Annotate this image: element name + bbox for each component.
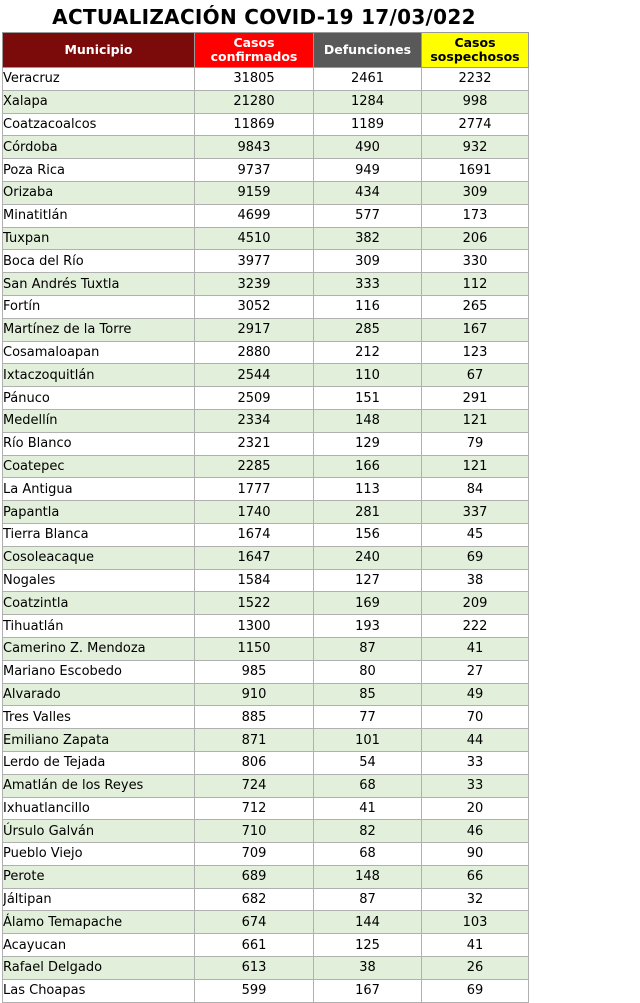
confirmed-cases-cell: 1674 bbox=[195, 523, 314, 546]
suspected-cases-cell: 20 bbox=[422, 797, 529, 820]
column-header-deaths: Defunciones bbox=[314, 33, 422, 68]
table-row bbox=[3, 957, 529, 980]
deaths-cell: 82 bbox=[314, 820, 422, 843]
municipio-cell: Acayucan bbox=[3, 934, 195, 957]
deaths-cell: 2461 bbox=[314, 68, 422, 91]
confirmed-cases-cell: 871 bbox=[195, 729, 314, 752]
suspected-cases-cell: 2232 bbox=[422, 68, 529, 91]
suspected-cases-cell: 41 bbox=[422, 934, 529, 957]
table-row bbox=[3, 934, 529, 957]
table-row bbox=[3, 888, 529, 911]
municipio-cell: Martínez de la Torre bbox=[3, 318, 195, 341]
suspected-cases-cell: 49 bbox=[422, 683, 529, 706]
suspected-cases-cell: 90 bbox=[422, 843, 529, 866]
report-title: ACTUALIZACIÓN COVID-19 17/03/022 bbox=[52, 5, 476, 29]
table-row bbox=[3, 729, 529, 752]
deaths-cell: 577 bbox=[314, 204, 422, 227]
table-row bbox=[3, 181, 529, 204]
suspected-cases-cell: 123 bbox=[422, 341, 529, 364]
confirmed-cases-cell: 31805 bbox=[195, 68, 314, 91]
table-row bbox=[3, 911, 529, 934]
municipio-cell: Córdoba bbox=[3, 136, 195, 159]
suspected-cases-cell: 66 bbox=[422, 865, 529, 888]
municipio-cell: Cosoleacaque bbox=[3, 546, 195, 569]
deaths-cell: 1189 bbox=[314, 113, 422, 136]
table-row bbox=[3, 341, 529, 364]
confirmed-cases-cell: 2334 bbox=[195, 409, 314, 432]
confirmed-cases-cell: 1647 bbox=[195, 546, 314, 569]
municipio-cell: Coatepec bbox=[3, 455, 195, 478]
confirmed-cases-cell: 2917 bbox=[195, 318, 314, 341]
table-row bbox=[3, 90, 529, 113]
deaths-cell: 68 bbox=[314, 843, 422, 866]
suspected-cases-cell: 173 bbox=[422, 204, 529, 227]
table-row bbox=[3, 865, 529, 888]
confirmed-cases-cell: 3052 bbox=[195, 295, 314, 318]
confirmed-cases-cell: 910 bbox=[195, 683, 314, 706]
table-body bbox=[3, 68, 529, 1003]
column-header-municipio: Municipio bbox=[3, 33, 195, 68]
table-row bbox=[3, 409, 529, 432]
suspected-cases-cell: 167 bbox=[422, 318, 529, 341]
table-row bbox=[3, 295, 529, 318]
suspected-cases-cell: 121 bbox=[422, 455, 529, 478]
confirmed-cases-cell: 682 bbox=[195, 888, 314, 911]
municipio-cell: Veracruz bbox=[3, 68, 195, 91]
table-row bbox=[3, 318, 529, 341]
deaths-cell: 240 bbox=[314, 546, 422, 569]
municipio-cell: Tihuatlán bbox=[3, 615, 195, 638]
confirmed-cases-cell: 1522 bbox=[195, 592, 314, 615]
suspected-cases-cell: 33 bbox=[422, 774, 529, 797]
confirmed-cases-cell: 3239 bbox=[195, 273, 314, 296]
deaths-cell: 148 bbox=[314, 865, 422, 888]
table-row bbox=[3, 615, 529, 638]
suspected-cases-cell: 330 bbox=[422, 250, 529, 273]
table-row bbox=[3, 227, 529, 250]
confirmed-cases-cell: 4699 bbox=[195, 204, 314, 227]
suspected-cases-cell: 309 bbox=[422, 181, 529, 204]
confirmed-cases-cell: 599 bbox=[195, 979, 314, 1002]
municipio-cell: Ixtaczoquitlán bbox=[3, 364, 195, 387]
table-row bbox=[3, 683, 529, 706]
confirmed-cases-cell: 885 bbox=[195, 706, 314, 729]
table-row bbox=[3, 204, 529, 227]
table-row bbox=[3, 797, 529, 820]
table-row bbox=[3, 136, 529, 159]
confirmed-cases-cell: 613 bbox=[195, 957, 314, 980]
municipio-cell: Perote bbox=[3, 865, 195, 888]
table-row bbox=[3, 455, 529, 478]
suspected-cases-cell: 79 bbox=[422, 432, 529, 455]
confirmed-cases-cell: 985 bbox=[195, 660, 314, 683]
suspected-cases-cell: 69 bbox=[422, 979, 529, 1002]
municipio-cell: Álamo Temapache bbox=[3, 911, 195, 934]
suspected-cases-cell: 69 bbox=[422, 546, 529, 569]
table-row bbox=[3, 637, 529, 660]
table-row bbox=[3, 68, 529, 91]
deaths-cell: 85 bbox=[314, 683, 422, 706]
suspected-cases-cell: 27 bbox=[422, 660, 529, 683]
confirmed-cases-cell: 724 bbox=[195, 774, 314, 797]
municipio-cell: Coatzacoalcos bbox=[3, 113, 195, 136]
table-row bbox=[3, 273, 529, 296]
deaths-cell: 116 bbox=[314, 295, 422, 318]
municipio-cell: San Andrés Tuxtla bbox=[3, 273, 195, 296]
table-row bbox=[3, 660, 529, 683]
suspected-cases-cell: 26 bbox=[422, 957, 529, 980]
table-header-row bbox=[3, 33, 529, 68]
municipio-cell: Papantla bbox=[3, 501, 195, 524]
deaths-cell: 167 bbox=[314, 979, 422, 1002]
municipio-cell: Úrsulo Galván bbox=[3, 820, 195, 843]
confirmed-cases-cell: 1300 bbox=[195, 615, 314, 638]
deaths-cell: 156 bbox=[314, 523, 422, 546]
table-row bbox=[3, 774, 529, 797]
suspected-cases-cell: 121 bbox=[422, 409, 529, 432]
suspected-cases-cell: 46 bbox=[422, 820, 529, 843]
deaths-cell: 151 bbox=[314, 387, 422, 410]
municipio-cell: La Antigua bbox=[3, 478, 195, 501]
suspected-cases-cell: 103 bbox=[422, 911, 529, 934]
suspected-cases-cell: 33 bbox=[422, 751, 529, 774]
table-row bbox=[3, 843, 529, 866]
deaths-cell: 129 bbox=[314, 432, 422, 455]
table-row bbox=[3, 820, 529, 843]
municipio-cell: Río Blanco bbox=[3, 432, 195, 455]
table-row bbox=[3, 523, 529, 546]
suspected-cases-cell: 998 bbox=[422, 90, 529, 113]
deaths-cell: 148 bbox=[314, 409, 422, 432]
table-row bbox=[3, 706, 529, 729]
municipio-cell: Rafael Delgado bbox=[3, 957, 195, 980]
municipio-cell: Pánuco bbox=[3, 387, 195, 410]
municipio-cell: Boca del Río bbox=[3, 250, 195, 273]
suspected-cases-cell: 265 bbox=[422, 295, 529, 318]
municipio-cell: Nogales bbox=[3, 569, 195, 592]
suspected-cases-cell: 84 bbox=[422, 478, 529, 501]
deaths-cell: 38 bbox=[314, 957, 422, 980]
deaths-cell: 41 bbox=[314, 797, 422, 820]
deaths-cell: 490 bbox=[314, 136, 422, 159]
confirmed-cases-cell: 689 bbox=[195, 865, 314, 888]
deaths-cell: 285 bbox=[314, 318, 422, 341]
suspected-cases-cell: 209 bbox=[422, 592, 529, 615]
confirmed-cases-cell: 2321 bbox=[195, 432, 314, 455]
deaths-cell: 1284 bbox=[314, 90, 422, 113]
suspected-cases-cell: 32 bbox=[422, 888, 529, 911]
confirmed-cases-cell: 9737 bbox=[195, 159, 314, 182]
deaths-cell: 101 bbox=[314, 729, 422, 752]
deaths-cell: 54 bbox=[314, 751, 422, 774]
confirmed-cases-cell: 2285 bbox=[195, 455, 314, 478]
municipio-cell: Tierra Blanca bbox=[3, 523, 195, 546]
municipio-cell: Lerdo de Tejada bbox=[3, 751, 195, 774]
confirmed-cases-cell: 9159 bbox=[195, 181, 314, 204]
table-row bbox=[3, 501, 529, 524]
deaths-cell: 382 bbox=[314, 227, 422, 250]
confirmed-cases-cell: 710 bbox=[195, 820, 314, 843]
suspected-cases-cell: 44 bbox=[422, 729, 529, 752]
suspected-cases-cell: 70 bbox=[422, 706, 529, 729]
suspected-cases-cell: 222 bbox=[422, 615, 529, 638]
suspected-cases-cell: 932 bbox=[422, 136, 529, 159]
table-row bbox=[3, 478, 529, 501]
table-row bbox=[3, 387, 529, 410]
suspected-cases-cell: 291 bbox=[422, 387, 529, 410]
suspected-cases-cell: 67 bbox=[422, 364, 529, 387]
deaths-cell: 127 bbox=[314, 569, 422, 592]
column-header-confirmed-cases: Casos confirmados bbox=[195, 33, 314, 68]
confirmed-cases-cell: 21280 bbox=[195, 90, 314, 113]
table-row bbox=[3, 250, 529, 273]
confirmed-cases-cell: 4510 bbox=[195, 227, 314, 250]
confirmed-cases-cell: 1584 bbox=[195, 569, 314, 592]
municipio-cell: Mariano Escobedo bbox=[3, 660, 195, 683]
municipio-cell: Medellín bbox=[3, 409, 195, 432]
deaths-cell: 77 bbox=[314, 706, 422, 729]
deaths-cell: 68 bbox=[314, 774, 422, 797]
municipio-cell: Cosamaloapan bbox=[3, 341, 195, 364]
table-row bbox=[3, 546, 529, 569]
confirmed-cases-cell: 1777 bbox=[195, 478, 314, 501]
deaths-cell: 281 bbox=[314, 501, 422, 524]
municipio-cell: Jáltipan bbox=[3, 888, 195, 911]
table-row bbox=[3, 113, 529, 136]
confirmed-cases-cell: 712 bbox=[195, 797, 314, 820]
municipio-cell: Tuxpan bbox=[3, 227, 195, 250]
municipio-cell: Tres Valles bbox=[3, 706, 195, 729]
deaths-cell: 87 bbox=[314, 888, 422, 911]
suspected-cases-cell: 206 bbox=[422, 227, 529, 250]
confirmed-cases-cell: 3977 bbox=[195, 250, 314, 273]
deaths-cell: 193 bbox=[314, 615, 422, 638]
confirmed-cases-cell: 9843 bbox=[195, 136, 314, 159]
municipio-cell: Las Choapas bbox=[3, 979, 195, 1002]
confirmed-cases-cell: 1740 bbox=[195, 501, 314, 524]
municipio-cell: Alvarado bbox=[3, 683, 195, 706]
municipio-cell: Camerino Z. Mendoza bbox=[3, 637, 195, 660]
suspected-cases-cell: 38 bbox=[422, 569, 529, 592]
deaths-cell: 144 bbox=[314, 911, 422, 934]
municipio-cell: Fortín bbox=[3, 295, 195, 318]
table-row bbox=[3, 569, 529, 592]
municipio-cell: Amatlán de los Reyes bbox=[3, 774, 195, 797]
column-header-suspected-cases: Casos sospechosos bbox=[422, 33, 529, 68]
deaths-cell: 110 bbox=[314, 364, 422, 387]
table-row bbox=[3, 432, 529, 455]
deaths-cell: 87 bbox=[314, 637, 422, 660]
table-row bbox=[3, 159, 529, 182]
municipio-cell: Ixhuatlancillo bbox=[3, 797, 195, 820]
confirmed-cases-cell: 2880 bbox=[195, 341, 314, 364]
deaths-cell: 333 bbox=[314, 273, 422, 296]
deaths-cell: 949 bbox=[314, 159, 422, 182]
suspected-cases-cell: 45 bbox=[422, 523, 529, 546]
confirmed-cases-cell: 2509 bbox=[195, 387, 314, 410]
deaths-cell: 113 bbox=[314, 478, 422, 501]
confirmed-cases-cell: 674 bbox=[195, 911, 314, 934]
municipio-cell: Poza Rica bbox=[3, 159, 195, 182]
suspected-cases-cell: 337 bbox=[422, 501, 529, 524]
suspected-cases-cell: 112 bbox=[422, 273, 529, 296]
deaths-cell: 166 bbox=[314, 455, 422, 478]
confirmed-cases-cell: 661 bbox=[195, 934, 314, 957]
municipio-cell: Orizaba bbox=[3, 181, 195, 204]
deaths-cell: 212 bbox=[314, 341, 422, 364]
confirmed-cases-cell: 2544 bbox=[195, 364, 314, 387]
table-row bbox=[3, 979, 529, 1002]
confirmed-cases-cell: 11869 bbox=[195, 113, 314, 136]
table-row bbox=[3, 751, 529, 774]
deaths-cell: 125 bbox=[314, 934, 422, 957]
municipio-cell: Coatzintla bbox=[3, 592, 195, 615]
municipio-cell: Pueblo Viejo bbox=[3, 843, 195, 866]
deaths-cell: 434 bbox=[314, 181, 422, 204]
table-row bbox=[3, 364, 529, 387]
confirmed-cases-cell: 806 bbox=[195, 751, 314, 774]
table-row bbox=[3, 592, 529, 615]
deaths-cell: 80 bbox=[314, 660, 422, 683]
suspected-cases-cell: 41 bbox=[422, 637, 529, 660]
confirmed-cases-cell: 1150 bbox=[195, 637, 314, 660]
municipio-cell: Xalapa bbox=[3, 90, 195, 113]
suspected-cases-cell: 1691 bbox=[422, 159, 529, 182]
municipio-cell: Minatitlán bbox=[3, 204, 195, 227]
deaths-cell: 169 bbox=[314, 592, 422, 615]
municipio-cell: Emiliano Zapata bbox=[3, 729, 195, 752]
confirmed-cases-cell: 709 bbox=[195, 843, 314, 866]
suspected-cases-cell: 2774 bbox=[422, 113, 529, 136]
deaths-cell: 309 bbox=[314, 250, 422, 273]
covid-cases-table bbox=[2, 32, 529, 1003]
